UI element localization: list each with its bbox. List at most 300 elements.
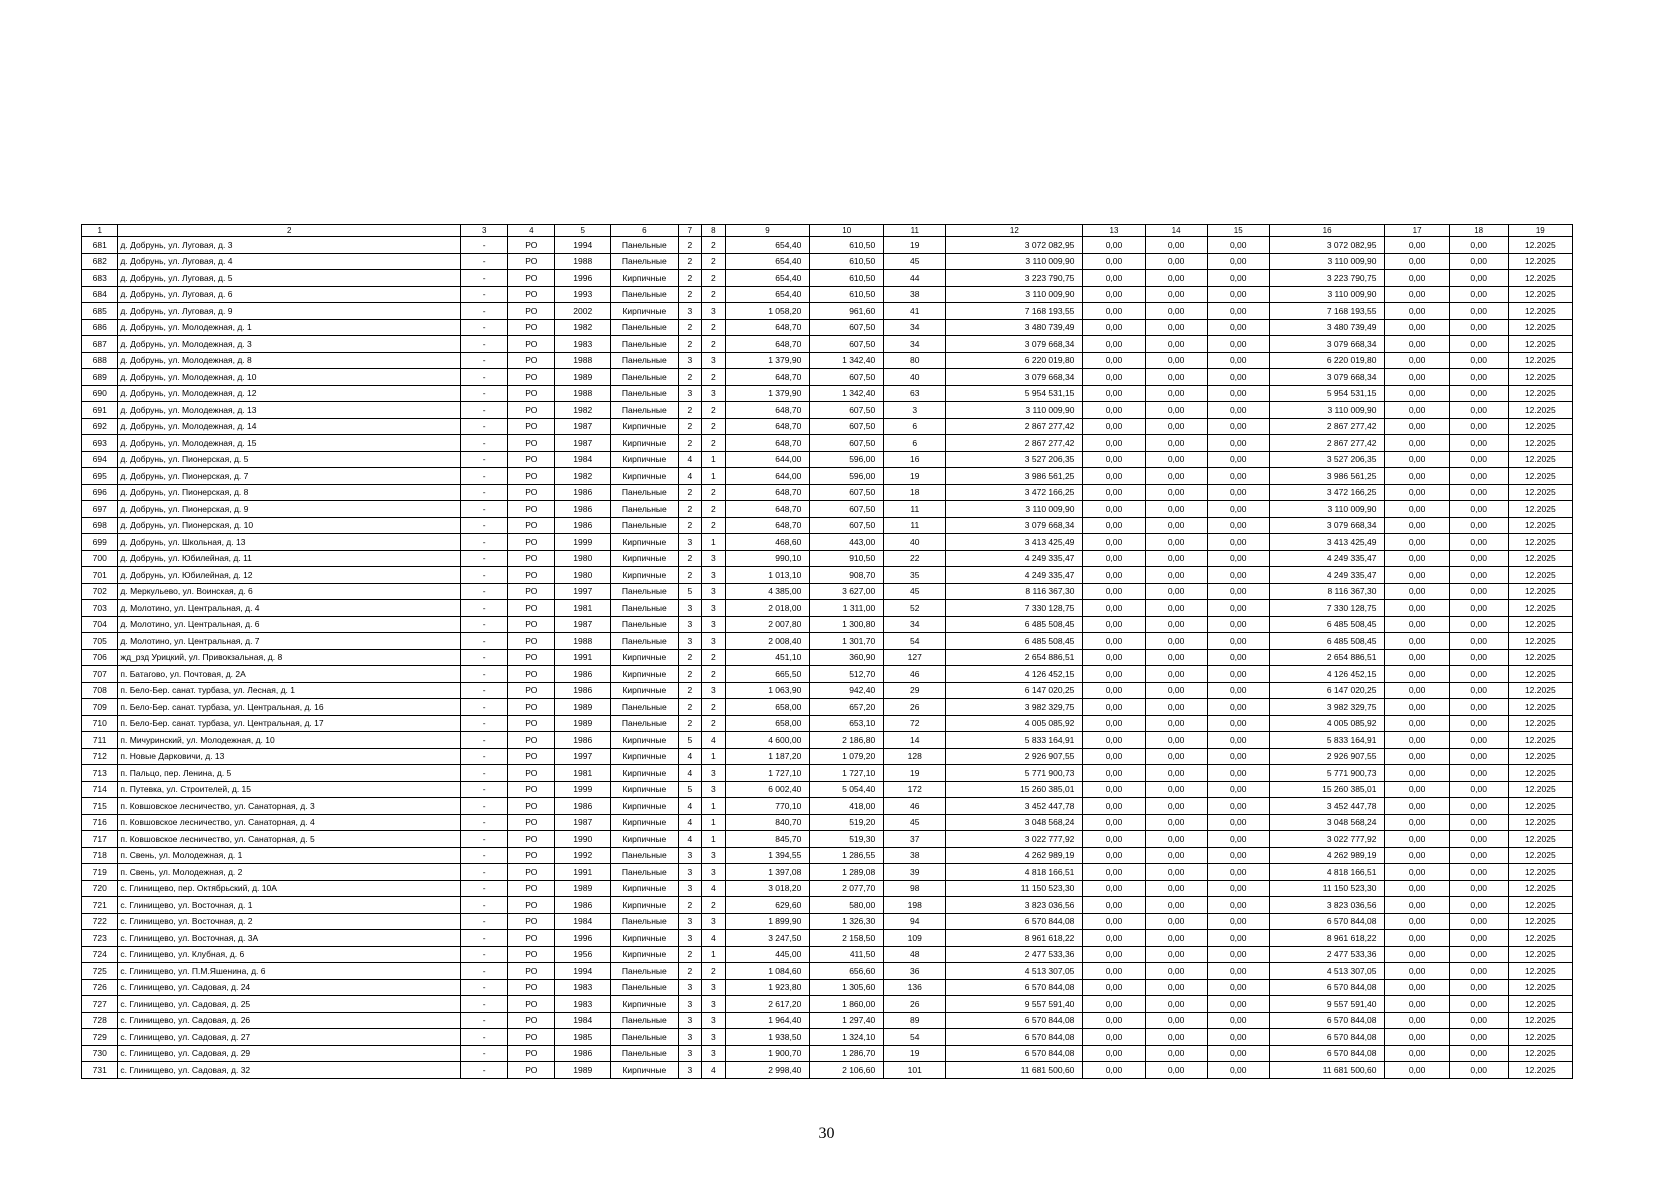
table-cell: 34 (884, 319, 946, 336)
address-cell: д. Добрунь, ул. Школьная, д. 13 (118, 534, 461, 551)
table-cell: 3 472 166,25 (946, 484, 1083, 501)
table-cell: 607,50 (810, 319, 884, 336)
table-row (82, 1062, 1573, 1079)
table-cell: 721 (82, 897, 118, 914)
table-cell: 1987 (555, 418, 611, 435)
table-cell: 0,00 (1145, 814, 1207, 831)
table-row (82, 468, 1573, 485)
table-cell: 0,00 (1145, 1029, 1207, 1046)
table-cell: 691 (82, 402, 118, 419)
table-cell: 3 (678, 847, 702, 864)
table-cell: 9 557 591,40 (1269, 996, 1385, 1013)
table-cell: 0,00 (1083, 253, 1145, 270)
table-row (82, 946, 1573, 963)
table-cell: 2 106,60 (810, 1062, 884, 1079)
table-cell: 12.2025 (1508, 798, 1572, 815)
table-row (82, 402, 1573, 419)
table-cell: 648,70 (725, 517, 810, 534)
table-cell: - (461, 996, 508, 1013)
table-cell: 12.2025 (1508, 550, 1572, 567)
table-cell: 1 079,20 (810, 748, 884, 765)
table-cell: 0,00 (1207, 1062, 1269, 1079)
table-cell: РО (508, 534, 555, 551)
table-cell: 0,00 (1145, 880, 1207, 897)
table-cell: 6 570 844,08 (946, 1045, 1083, 1062)
table-cell: 0,00 (1145, 550, 1207, 567)
table-cell: 1 938,50 (725, 1029, 810, 1046)
table-cell: 0,00 (1083, 600, 1145, 617)
table-row (82, 1012, 1573, 1029)
table-cell: 610,50 (810, 270, 884, 287)
table-cell: 3 (678, 616, 702, 633)
table-cell: 12.2025 (1508, 699, 1572, 716)
table-cell: 644,00 (725, 451, 810, 468)
table-cell: 682 (82, 253, 118, 270)
table-cell: 12.2025 (1508, 979, 1572, 996)
table-cell: - (461, 798, 508, 815)
table-cell: 1983 (555, 336, 611, 353)
table-cell: 5 (678, 583, 702, 600)
table-cell: 0,00 (1449, 369, 1508, 386)
table-cell: 0,00 (1083, 814, 1145, 831)
table-cell: 1 394,55 (725, 847, 810, 864)
table-cell: 0,00 (1449, 534, 1508, 551)
table-cell: Панельные (611, 583, 678, 600)
table-cell: 723 (82, 930, 118, 947)
table-cell: 0,00 (1207, 237, 1269, 254)
table-cell: 0,00 (1145, 765, 1207, 782)
table-cell: 0,00 (1449, 484, 1508, 501)
table-cell: 0,00 (1207, 484, 1269, 501)
table-cell: 0,00 (1083, 897, 1145, 914)
table-cell: 4 262 989,19 (1269, 847, 1385, 864)
table-cell: 519,30 (810, 831, 884, 848)
table-cell: РО (508, 913, 555, 930)
table-cell: 3 627,00 (810, 583, 884, 600)
table-cell: 1984 (555, 913, 611, 930)
table-cell: 3 986 561,25 (946, 468, 1083, 485)
table-cell: 3 079 668,34 (946, 517, 1083, 534)
table-cell: 3 110 009,90 (946, 253, 1083, 270)
table-cell: РО (508, 1062, 555, 1079)
table-cell: - (461, 253, 508, 270)
table-cell: 0,00 (1385, 385, 1449, 402)
table-cell: 2 (702, 369, 726, 386)
table-cell: 0,00 (1385, 270, 1449, 287)
table-cell: 2 158,50 (810, 930, 884, 947)
table-cell: Кирпичные (611, 781, 678, 798)
table-cell: 6 220 019,80 (946, 352, 1083, 369)
table-cell: 698 (82, 517, 118, 534)
table-cell: 2 (678, 897, 702, 914)
table-cell: 52 (884, 600, 946, 617)
table-cell: - (461, 286, 508, 303)
table-cell: 0,00 (1083, 369, 1145, 386)
table-cell: 700 (82, 550, 118, 567)
table-cell: 0,00 (1207, 963, 1269, 980)
table-cell: 3 (884, 402, 946, 419)
table-cell: 648,70 (725, 369, 810, 386)
table-cell: 0,00 (1207, 798, 1269, 815)
table-cell: 3 (702, 979, 726, 996)
table-cell: 689 (82, 369, 118, 386)
table-cell: 1 063,90 (725, 682, 810, 699)
table-cell: Кирпичные (611, 880, 678, 897)
table-cell: 2 (702, 715, 726, 732)
table-row (82, 682, 1573, 699)
table-cell: 4 600,00 (725, 732, 810, 749)
table-cell: 0,00 (1083, 765, 1145, 782)
table-cell: 658,00 (725, 699, 810, 716)
table-cell: 1994 (555, 237, 611, 254)
table-cell: 19 (884, 1045, 946, 1062)
table-cell: 1 300,80 (810, 616, 884, 633)
table-cell: РО (508, 501, 555, 518)
table-cell: 3 (702, 913, 726, 930)
table-cell: 0,00 (1207, 699, 1269, 716)
table-cell: - (461, 352, 508, 369)
table-cell: 0,00 (1385, 501, 1449, 518)
table-cell: 6 485 508,45 (1269, 616, 1385, 633)
table-cell: Кирпичные (611, 798, 678, 815)
table-cell: РО (508, 352, 555, 369)
table-cell: 0,00 (1449, 847, 1508, 864)
table-row (82, 715, 1573, 732)
table-cell: 2002 (555, 303, 611, 320)
table-cell: 0,00 (1385, 765, 1449, 782)
table-row (82, 583, 1573, 600)
table-cell: 1986 (555, 1045, 611, 1062)
table-cell: Кирпичные (611, 435, 678, 452)
table-cell: 12.2025 (1508, 831, 1572, 848)
table-cell: 3 110 009,90 (1269, 253, 1385, 270)
table-cell: 0,00 (1145, 435, 1207, 452)
table-cell: 731 (82, 1062, 118, 1079)
table-cell: 2 (678, 319, 702, 336)
table-cell: 707 (82, 666, 118, 683)
table-cell: 711 (82, 732, 118, 749)
table-cell: 2 926 907,55 (946, 748, 1083, 765)
column-header-17: 17 (1385, 225, 1449, 237)
table-cell: 0,00 (1385, 402, 1449, 419)
table-cell: 0,00 (1449, 897, 1508, 914)
table-cell: 1997 (555, 748, 611, 765)
table-cell: 3 110 009,90 (946, 286, 1083, 303)
table-cell: 0,00 (1083, 270, 1145, 287)
table-cell: 2 007,80 (725, 616, 810, 633)
table-cell: 12.2025 (1508, 748, 1572, 765)
address-cell: п. Батагово, ул. Почтовая, д. 2А (118, 666, 461, 683)
table-cell: 1 342,40 (810, 352, 884, 369)
table-cell: 0,00 (1083, 930, 1145, 947)
table-cell: 3 (678, 864, 702, 881)
table-cell: 654,40 (725, 253, 810, 270)
table-row (82, 616, 1573, 633)
table-cell: 0,00 (1145, 319, 1207, 336)
table-cell: 12.2025 (1508, 534, 1572, 551)
table-cell: РО (508, 451, 555, 468)
table-cell: 2 (678, 418, 702, 435)
table-cell: 0,00 (1145, 979, 1207, 996)
address-cell: д. Добрунь, ул. Луговая, д. 5 (118, 270, 461, 287)
table-cell: 16 (884, 451, 946, 468)
table-cell: 2 077,70 (810, 880, 884, 897)
table-cell: 0,00 (1385, 319, 1449, 336)
table-cell: Кирпичные (611, 1062, 678, 1079)
address-cell: п. Свень, ул. Молодежная, д. 2 (118, 864, 461, 881)
table-cell: 0,00 (1083, 517, 1145, 534)
table-cell: 1 964,40 (725, 1012, 810, 1029)
table-cell: 0,00 (1083, 385, 1145, 402)
table-cell: 1999 (555, 781, 611, 798)
table-cell: 3 (702, 600, 726, 617)
table-cell: РО (508, 303, 555, 320)
address-cell: с. Глинищево, ул. Садовая, д. 27 (118, 1029, 461, 1046)
table-cell: 3 823 036,56 (946, 897, 1083, 914)
table-cell: 644,00 (725, 468, 810, 485)
table-cell: 46 (884, 666, 946, 683)
table-cell: 45 (884, 814, 946, 831)
table-cell: 19 (884, 237, 946, 254)
table-cell: 0,00 (1385, 814, 1449, 831)
table-cell: 0,00 (1083, 864, 1145, 881)
table-cell: 3 986 561,25 (1269, 468, 1385, 485)
table-cell: 0,00 (1449, 336, 1508, 353)
table-cell: 0,00 (1207, 946, 1269, 963)
table-cell: 1986 (555, 484, 611, 501)
table-cell: Панельные (611, 979, 678, 996)
table-cell: 12.2025 (1508, 616, 1572, 633)
table-cell: 0,00 (1207, 303, 1269, 320)
table-cell: 0,00 (1385, 451, 1449, 468)
table-cell: 8 116 367,30 (1269, 583, 1385, 600)
table-cell: 0,00 (1385, 699, 1449, 716)
table-cell: 0,00 (1145, 567, 1207, 584)
table-cell: 0,00 (1083, 715, 1145, 732)
table-cell: 5 771 900,73 (1269, 765, 1385, 782)
table-cell: 2 (702, 501, 726, 518)
table-cell: 0,00 (1145, 781, 1207, 798)
table-cell: 4 (678, 831, 702, 848)
table-cell: 3 110 009,90 (1269, 402, 1385, 419)
table-cell: 610,50 (810, 286, 884, 303)
table-cell: 840,70 (725, 814, 810, 831)
table-cell: 3 (702, 847, 726, 864)
address-cell: с. Глинищево, пер. Октябрьский, д. 10А (118, 880, 461, 897)
table-cell: 1986 (555, 798, 611, 815)
table-cell: 3 (702, 864, 726, 881)
address-cell: д. Добрунь, ул. Юбилейная, д. 11 (118, 550, 461, 567)
table-cell: 708 (82, 682, 118, 699)
table-cell: 5 954 531,15 (946, 385, 1083, 402)
table-cell: 3 (678, 930, 702, 947)
table-cell: 718 (82, 847, 118, 864)
table-cell: 3 (678, 352, 702, 369)
table-cell: 0,00 (1083, 1029, 1145, 1046)
table-cell: 0,00 (1449, 501, 1508, 518)
table-cell: - (461, 567, 508, 584)
address-cell: п. Ковшовское лесничество, ул. Санаторная, д. 3 (118, 798, 461, 815)
table-cell: 3 (678, 303, 702, 320)
table-cell: 4 (702, 732, 726, 749)
table-cell: 629,60 (725, 897, 810, 914)
table-row (82, 847, 1573, 864)
address-cell: с. Глинищево, ул. Садовая, д. 25 (118, 996, 461, 1013)
table-cell: 1 923,80 (725, 979, 810, 996)
table-cell: - (461, 550, 508, 567)
table-cell: 0,00 (1385, 979, 1449, 996)
table-cell: 4 (702, 1062, 726, 1079)
table-cell: 0,00 (1083, 286, 1145, 303)
table-cell: РО (508, 715, 555, 732)
table-cell: 3 (702, 765, 726, 782)
table-cell: 703 (82, 600, 118, 617)
table-cell: РО (508, 781, 555, 798)
table-cell: 0,00 (1083, 979, 1145, 996)
table-cell: 0,00 (1145, 501, 1207, 518)
address-cell: д. Добрунь, ул. Пионерская, д. 7 (118, 468, 461, 485)
table-cell: 648,70 (725, 402, 810, 419)
address-cell: д. Добрунь, ул. Пионерская, д. 9 (118, 501, 461, 518)
address-cell: д. Добрунь, ул. Пионерская, д. 5 (118, 451, 461, 468)
table-cell: 3 022 777,92 (1269, 831, 1385, 848)
table-cell: 730 (82, 1045, 118, 1062)
table-cell: - (461, 303, 508, 320)
table-cell: 0,00 (1385, 864, 1449, 881)
table-cell: 0,00 (1145, 402, 1207, 419)
table-cell: 648,70 (725, 319, 810, 336)
table-cell: 0,00 (1207, 567, 1269, 584)
table-cell: 12.2025 (1508, 649, 1572, 666)
housing-register-table (81, 224, 1573, 1079)
table-cell: 0,00 (1207, 831, 1269, 848)
address-cell: п. Свень, ул. Молодежная, д. 1 (118, 847, 461, 864)
table-cell: 6 485 508,45 (946, 633, 1083, 650)
address-cell: п. Ковшовское лесничество, ул. Санаторная, д. 4 (118, 814, 461, 831)
table-row (82, 897, 1573, 914)
address-cell: д. Добрунь, ул. Пионерская, д. 8 (118, 484, 461, 501)
table-cell: 654,40 (725, 286, 810, 303)
table-cell: 2 (678, 517, 702, 534)
address-cell: п. Путевка, ул. Строителей, д. 15 (118, 781, 461, 798)
table-cell: 610,50 (810, 237, 884, 254)
column-header-3: 3 (461, 225, 508, 237)
table-cell: Кирпичные (611, 567, 678, 584)
table-cell: - (461, 484, 508, 501)
table-cell: 2 (702, 484, 726, 501)
table-cell: 1 187,20 (725, 748, 810, 765)
table-cell: РО (508, 600, 555, 617)
table-cell: 0,00 (1207, 517, 1269, 534)
table-cell: 690 (82, 385, 118, 402)
table-cell: 2 (678, 237, 702, 254)
table-cell: - (461, 616, 508, 633)
table-cell: РО (508, 435, 555, 452)
table-cell: 0,00 (1385, 963, 1449, 980)
table-cell: 1986 (555, 666, 611, 683)
table-cell: 0,00 (1449, 303, 1508, 320)
table-row (82, 649, 1573, 666)
table-cell: 0,00 (1385, 418, 1449, 435)
table-cell: 0,00 (1385, 435, 1449, 452)
table-cell: 8 961 618,22 (1269, 930, 1385, 947)
table-cell: 2 (702, 963, 726, 980)
table-cell: 0,00 (1385, 1045, 1449, 1062)
table-cell: 4 (702, 930, 726, 947)
table-cell: 2 867 277,42 (946, 435, 1083, 452)
table-cell: 0,00 (1207, 583, 1269, 600)
table-cell: 3 079 668,34 (1269, 336, 1385, 353)
table-cell: 0,00 (1449, 864, 1508, 881)
table-cell: 3 110 009,90 (946, 501, 1083, 518)
table-cell: 1 397,08 (725, 864, 810, 881)
table-cell: 0,00 (1385, 468, 1449, 485)
table-cell: 658,00 (725, 715, 810, 732)
table-cell: 0,00 (1207, 1029, 1269, 1046)
table-cell: 6 485 508,45 (1269, 633, 1385, 650)
address-cell: д. Добрунь, ул. Молодежная, д. 1 (118, 319, 461, 336)
table-row (82, 814, 1573, 831)
table-cell: 9 557 591,40 (946, 996, 1083, 1013)
table-cell: 12.2025 (1508, 715, 1572, 732)
table-cell: 2 (702, 319, 726, 336)
table-cell: 0,00 (1145, 682, 1207, 699)
address-cell: д. Молотино, ул. Центральная, д. 4 (118, 600, 461, 617)
table-cell: 46 (884, 798, 946, 815)
table-cell: 37 (884, 831, 946, 848)
table-cell: 1989 (555, 715, 611, 732)
table-cell: - (461, 319, 508, 336)
table-cell: 40 (884, 369, 946, 386)
table-row (82, 963, 1573, 980)
table-cell: 2 (678, 963, 702, 980)
table-cell: 1 297,40 (810, 1012, 884, 1029)
table-cell: 35 (884, 567, 946, 584)
column-header-16: 16 (1269, 225, 1385, 237)
table-cell: 3 110 009,90 (1269, 286, 1385, 303)
table-cell: 0,00 (1385, 352, 1449, 369)
table-cell: 12.2025 (1508, 600, 1572, 617)
table-cell: 1 013,10 (725, 567, 810, 584)
address-cell: д. Добрунь, ул. Молодежная, д. 10 (118, 369, 461, 386)
table-row (82, 501, 1573, 518)
table-cell: 0,00 (1449, 583, 1508, 600)
table-cell: 3 527 206,35 (946, 451, 1083, 468)
table-cell: 1981 (555, 600, 611, 617)
address-cell: д. Добрунь, ул. Молодежная, д. 8 (118, 352, 461, 369)
address-cell: с. Глинищево, ул. Восточная, д. 2 (118, 913, 461, 930)
table-cell: 2 (678, 336, 702, 353)
table-cell: 0,00 (1449, 814, 1508, 831)
table-cell: - (461, 336, 508, 353)
table-cell: 1 379,90 (725, 385, 810, 402)
table-cell: 0,00 (1385, 930, 1449, 947)
table-cell: 697 (82, 501, 118, 518)
table-cell: 101 (884, 1062, 946, 1079)
table-cell: РО (508, 699, 555, 716)
table-cell: 12.2025 (1508, 897, 1572, 914)
table-cell: 607,50 (810, 484, 884, 501)
table-cell: 0,00 (1083, 963, 1145, 980)
table-cell: 2 (678, 699, 702, 716)
table-cell: - (461, 517, 508, 534)
column-header-18: 18 (1449, 225, 1508, 237)
table-cell: 0,00 (1145, 270, 1207, 287)
table-cell: 6 570 844,08 (1269, 979, 1385, 996)
table-cell: 3 247,50 (725, 930, 810, 947)
column-header-4: 4 (508, 225, 555, 237)
column-header-6: 6 (611, 225, 678, 237)
